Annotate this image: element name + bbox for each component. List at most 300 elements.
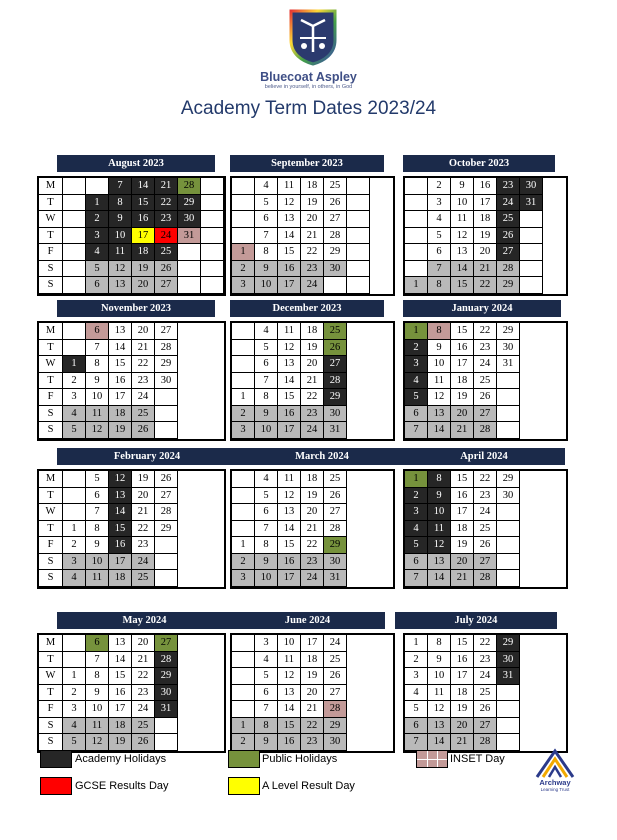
date-cell: 17 [109, 389, 132, 406]
date-cell: 28 [155, 340, 178, 357]
date-cell: 22 [301, 537, 324, 554]
date-cell: 6 [428, 244, 451, 261]
date-cell: 11 [428, 685, 451, 702]
date-cell [347, 178, 370, 195]
date-cell: 6 [405, 554, 428, 571]
month-grid [403, 469, 568, 589]
date-cell: 8 [255, 718, 278, 735]
date-cell: 29 [324, 537, 347, 554]
date-cell: 8 [428, 635, 451, 652]
date-cell: 10 [428, 504, 451, 521]
date-cell: 7 [405, 734, 428, 751]
date-cell [497, 537, 520, 554]
date-cell: 27 [324, 356, 347, 373]
date-cell: 3 [86, 228, 109, 245]
date-cell: 14 [278, 521, 301, 538]
date-cell: 20 [132, 488, 155, 505]
date-cell: 19 [451, 389, 474, 406]
date-cell: 5 [405, 537, 428, 554]
date-cell: 29 [155, 356, 178, 373]
date-cell [497, 373, 520, 390]
date-cell: 10 [428, 668, 451, 685]
date-cell: 29 [497, 635, 520, 652]
date-cell: 30 [178, 211, 201, 228]
date-cell: 3 [405, 668, 428, 685]
month-grid [403, 176, 568, 296]
date-cell: 16 [451, 340, 474, 357]
month-grid [403, 633, 568, 753]
date-cell [63, 261, 86, 278]
date-cell [232, 685, 255, 702]
month-title: April 2024 [403, 448, 565, 465]
date-cell: 12 [278, 340, 301, 357]
public-holidays-swatch [228, 750, 260, 768]
date-cell [520, 211, 543, 228]
date-cell: 20 [301, 504, 324, 521]
date-cell: 22 [474, 471, 497, 488]
date-cell: 29 [324, 718, 347, 735]
date-cell: 6 [405, 718, 428, 735]
date-cell: 28 [324, 521, 347, 538]
date-cell [155, 406, 178, 423]
date-cell: 16 [109, 537, 132, 554]
date-cell [497, 389, 520, 406]
date-cell: 20 [451, 554, 474, 571]
date-cell: 5 [86, 261, 109, 278]
date-cell: 15 [451, 471, 474, 488]
date-cell: 14 [132, 178, 155, 195]
date-cell: 11 [278, 323, 301, 340]
date-cell: 28 [474, 734, 497, 751]
date-cell: 2 [232, 554, 255, 571]
date-cell: 21 [132, 340, 155, 357]
date-cell: 20 [474, 244, 497, 261]
date-cell: 15 [109, 668, 132, 685]
date-cell: 23 [474, 340, 497, 357]
date-cell: 18 [301, 178, 324, 195]
date-cell: 27 [155, 488, 178, 505]
date-cell [497, 734, 520, 751]
date-cell: 4 [405, 373, 428, 390]
date-cell: 14 [278, 701, 301, 718]
day-label: M [39, 471, 63, 488]
date-cell: 11 [86, 406, 109, 423]
date-cell: 12 [278, 488, 301, 505]
date-cell: 28 [474, 570, 497, 587]
date-cell: 8 [109, 195, 132, 212]
date-cell: 14 [278, 373, 301, 390]
date-cell: 7 [86, 504, 109, 521]
date-cell: 15 [451, 635, 474, 652]
date-cell: 13 [278, 504, 301, 521]
month-title: February 2024 [57, 448, 237, 465]
date-cell: 22 [155, 195, 178, 212]
date-cell: 12 [109, 471, 132, 488]
date-cell: 25 [324, 652, 347, 669]
date-cell: 7 [109, 178, 132, 195]
date-cell: 8 [86, 521, 109, 538]
date-cell: 27 [324, 685, 347, 702]
date-cell [232, 340, 255, 357]
month-title: May 2024 [57, 612, 232, 629]
legend-public-holidays: Public Holidays [262, 753, 338, 765]
date-cell: 25 [474, 521, 497, 538]
date-cell: 18 [109, 570, 132, 587]
date-cell [347, 244, 370, 261]
date-cell: 25 [155, 244, 178, 261]
date-cell [63, 471, 86, 488]
date-cell: 24 [132, 701, 155, 718]
date-cell: 18 [301, 471, 324, 488]
date-cell: 19 [132, 471, 155, 488]
month-grid [37, 176, 226, 296]
date-cell: 22 [301, 244, 324, 261]
date-cell: 5 [63, 422, 86, 439]
date-cell: 7 [405, 570, 428, 587]
date-cell [520, 244, 543, 261]
date-cell: 12 [428, 389, 451, 406]
day-label: W [39, 356, 63, 373]
date-cell: 19 [132, 261, 155, 278]
legend-inset-day: INSET Day [450, 753, 505, 765]
day-label: T [39, 652, 63, 669]
day-label: W [39, 668, 63, 685]
date-cell: 13 [278, 685, 301, 702]
month-title: August 2023 [57, 155, 215, 172]
date-cell: 6 [405, 406, 428, 423]
date-cell: 18 [132, 244, 155, 261]
date-cell [232, 195, 255, 212]
date-cell: 9 [428, 652, 451, 669]
date-cell: 12 [109, 261, 132, 278]
date-cell: 30 [155, 373, 178, 390]
date-cell [201, 228, 224, 245]
date-cell: 17 [109, 554, 132, 571]
date-cell: 24 [474, 668, 497, 685]
date-cell: 8 [86, 356, 109, 373]
date-cell: 23 [132, 373, 155, 390]
date-cell [497, 685, 520, 702]
date-cell: 4 [255, 178, 278, 195]
date-cell: 1 [63, 668, 86, 685]
date-cell: 2 [63, 537, 86, 554]
date-cell: 9 [255, 406, 278, 423]
date-cell: 1 [232, 718, 255, 735]
date-cell: 26 [155, 471, 178, 488]
date-cell: 6 [255, 504, 278, 521]
date-cell: 10 [86, 701, 109, 718]
date-cell: 28 [155, 504, 178, 521]
date-cell: 11 [278, 471, 301, 488]
date-cell [347, 195, 370, 212]
date-cell: 24 [497, 195, 520, 212]
date-cell: 22 [132, 668, 155, 685]
date-cell [324, 277, 347, 294]
date-cell: 4 [405, 521, 428, 538]
date-cell: 24 [474, 356, 497, 373]
date-cell: 17 [278, 570, 301, 587]
day-label: T [39, 521, 63, 538]
date-cell: 5 [428, 228, 451, 245]
date-cell: 19 [301, 668, 324, 685]
date-cell [232, 635, 255, 652]
date-cell: 9 [451, 178, 474, 195]
date-cell: 28 [474, 422, 497, 439]
date-cell: 10 [255, 277, 278, 294]
date-cell: 30 [155, 685, 178, 702]
date-cell: 7 [255, 521, 278, 538]
date-cell: 25 [497, 211, 520, 228]
date-cell [201, 244, 224, 261]
month-grid [37, 469, 226, 589]
date-cell: 13 [109, 635, 132, 652]
month-grid [230, 321, 395, 441]
date-cell: 30 [497, 488, 520, 505]
date-cell: 28 [178, 178, 201, 195]
date-cell: 27 [474, 718, 497, 735]
month-grid [37, 321, 226, 441]
date-cell [232, 356, 255, 373]
brand-tagline: believe in yourself, in others, in God [264, 84, 353, 90]
date-cell [497, 554, 520, 571]
date-cell: 1 [405, 471, 428, 488]
date-cell: 18 [451, 685, 474, 702]
date-cell: 31 [497, 356, 520, 373]
brand-name: Bluecoat Aspley [260, 70, 357, 84]
date-cell: 29 [497, 471, 520, 488]
date-cell [63, 635, 86, 652]
date-cell: 2 [232, 406, 255, 423]
date-cell: 27 [155, 277, 178, 294]
date-cell: 19 [301, 488, 324, 505]
date-cell: 6 [86, 323, 109, 340]
month-title: June 2024 [230, 612, 385, 629]
month-grid [37, 633, 226, 753]
month-title: November 2023 [57, 300, 215, 317]
date-cell: 14 [428, 734, 451, 751]
date-cell [63, 504, 86, 521]
date-cell: 11 [86, 718, 109, 735]
date-cell: 3 [232, 570, 255, 587]
date-cell [63, 340, 86, 357]
date-cell: 7 [405, 422, 428, 439]
date-cell: 9 [109, 211, 132, 228]
date-cell [63, 211, 86, 228]
date-cell: 17 [301, 635, 324, 652]
date-cell: 9 [86, 537, 109, 554]
date-cell: 3 [405, 356, 428, 373]
date-cell: 26 [132, 422, 155, 439]
date-cell: 31 [324, 570, 347, 587]
date-cell: 11 [109, 244, 132, 261]
school-crest-logo [288, 8, 338, 66]
date-cell: 31 [520, 195, 543, 212]
date-cell: 7 [255, 373, 278, 390]
date-cell [178, 277, 201, 294]
date-cell: 27 [155, 323, 178, 340]
date-cell: 16 [109, 685, 132, 702]
date-cell: 25 [132, 406, 155, 423]
date-cell: 15 [278, 718, 301, 735]
date-cell: 2 [232, 734, 255, 751]
date-cell [155, 537, 178, 554]
date-cell: 21 [301, 228, 324, 245]
date-cell: 11 [278, 178, 301, 195]
date-cell: 10 [86, 554, 109, 571]
day-label: T [39, 228, 63, 245]
date-cell: 6 [255, 356, 278, 373]
date-cell: 29 [324, 244, 347, 261]
day-label: S [39, 734, 63, 751]
date-cell: 5 [255, 488, 278, 505]
date-cell [63, 244, 86, 261]
date-cell: 31 [178, 228, 201, 245]
date-cell: 20 [132, 635, 155, 652]
day-label: S [39, 277, 63, 294]
day-label: M [39, 323, 63, 340]
date-cell: 21 [451, 734, 474, 751]
date-cell: 2 [63, 685, 86, 702]
date-cell: 19 [451, 701, 474, 718]
date-cell: 8 [255, 537, 278, 554]
date-cell: 1 [232, 389, 255, 406]
date-cell: 28 [324, 228, 347, 245]
month-grid [230, 633, 395, 753]
day-label: W [39, 211, 63, 228]
day-label: T [39, 195, 63, 212]
date-cell: 6 [255, 211, 278, 228]
date-cell: 9 [86, 373, 109, 390]
date-cell: 8 [428, 277, 451, 294]
date-cell: 17 [451, 668, 474, 685]
date-cell: 18 [109, 718, 132, 735]
date-cell: 26 [474, 389, 497, 406]
date-cell: 3 [255, 635, 278, 652]
date-cell: 14 [278, 228, 301, 245]
date-cell: 22 [474, 635, 497, 652]
date-cell: 5 [255, 668, 278, 685]
date-cell: 20 [301, 211, 324, 228]
date-cell: 15 [109, 356, 132, 373]
date-cell: 3 [428, 195, 451, 212]
date-cell: 2 [405, 340, 428, 357]
date-cell: 1 [405, 635, 428, 652]
date-cell [497, 504, 520, 521]
date-cell: 14 [109, 504, 132, 521]
date-cell: 30 [324, 734, 347, 751]
date-cell: 9 [255, 734, 278, 751]
date-cell: 9 [255, 554, 278, 571]
date-cell: 26 [324, 488, 347, 505]
date-cell: 3 [232, 277, 255, 294]
date-cell: 28 [324, 373, 347, 390]
date-cell: 23 [497, 178, 520, 195]
date-cell [232, 521, 255, 538]
date-cell: 16 [132, 211, 155, 228]
date-cell [63, 195, 86, 212]
day-label: F [39, 244, 63, 261]
date-cell [63, 488, 86, 505]
date-cell: 22 [301, 718, 324, 735]
date-cell: 11 [451, 211, 474, 228]
date-cell: 2 [232, 261, 255, 278]
date-cell: 27 [474, 406, 497, 423]
date-cell: 17 [451, 356, 474, 373]
date-cell: 30 [497, 652, 520, 669]
date-cell [405, 211, 428, 228]
date-cell: 24 [155, 228, 178, 245]
date-cell [201, 178, 224, 195]
date-cell: 23 [132, 685, 155, 702]
date-cell [63, 323, 86, 340]
date-cell: 25 [474, 685, 497, 702]
date-cell: 21 [155, 178, 178, 195]
date-cell: 24 [301, 422, 324, 439]
date-cell: 5 [255, 195, 278, 212]
date-cell: 11 [278, 652, 301, 669]
date-cell: 18 [451, 521, 474, 538]
month-title: October 2023 [403, 155, 555, 172]
date-cell: 12 [428, 701, 451, 718]
date-cell: 29 [155, 521, 178, 538]
month-title: December 2023 [230, 300, 384, 317]
date-cell: 7 [428, 261, 451, 278]
date-cell [497, 422, 520, 439]
date-cell: 23 [474, 488, 497, 505]
date-cell: 19 [109, 422, 132, 439]
day-label: T [39, 340, 63, 357]
date-cell: 4 [255, 323, 278, 340]
day-label: F [39, 389, 63, 406]
date-cell [232, 228, 255, 245]
date-cell: 23 [474, 652, 497, 669]
month-grid [403, 321, 568, 441]
date-cell: 5 [405, 701, 428, 718]
date-cell: 17 [451, 504, 474, 521]
day-label: S [39, 570, 63, 587]
date-cell: 22 [132, 356, 155, 373]
date-cell: 10 [255, 422, 278, 439]
date-cell: 21 [451, 570, 474, 587]
date-cell: 20 [132, 277, 155, 294]
date-cell: 3 [63, 701, 86, 718]
date-cell: 20 [451, 406, 474, 423]
date-cell: 6 [86, 635, 109, 652]
date-cell [497, 406, 520, 423]
date-cell [201, 195, 224, 212]
date-cell: 21 [132, 652, 155, 669]
date-cell: 8 [255, 244, 278, 261]
date-cell: 26 [132, 734, 155, 751]
date-cell: 6 [86, 488, 109, 505]
date-cell: 8 [428, 471, 451, 488]
day-label: S [39, 718, 63, 735]
date-cell: 30 [324, 261, 347, 278]
date-cell [232, 488, 255, 505]
date-cell: 7 [255, 701, 278, 718]
date-cell: 4 [255, 471, 278, 488]
academy-holidays-swatch [40, 750, 72, 768]
month-title: September 2023 [230, 155, 384, 172]
date-cell: 13 [428, 718, 451, 735]
date-cell: 16 [278, 406, 301, 423]
day-label: F [39, 537, 63, 554]
date-cell: 11 [86, 570, 109, 587]
date-cell: 24 [301, 277, 324, 294]
date-cell: 15 [451, 277, 474, 294]
date-cell: 15 [132, 195, 155, 212]
date-cell: 27 [155, 635, 178, 652]
